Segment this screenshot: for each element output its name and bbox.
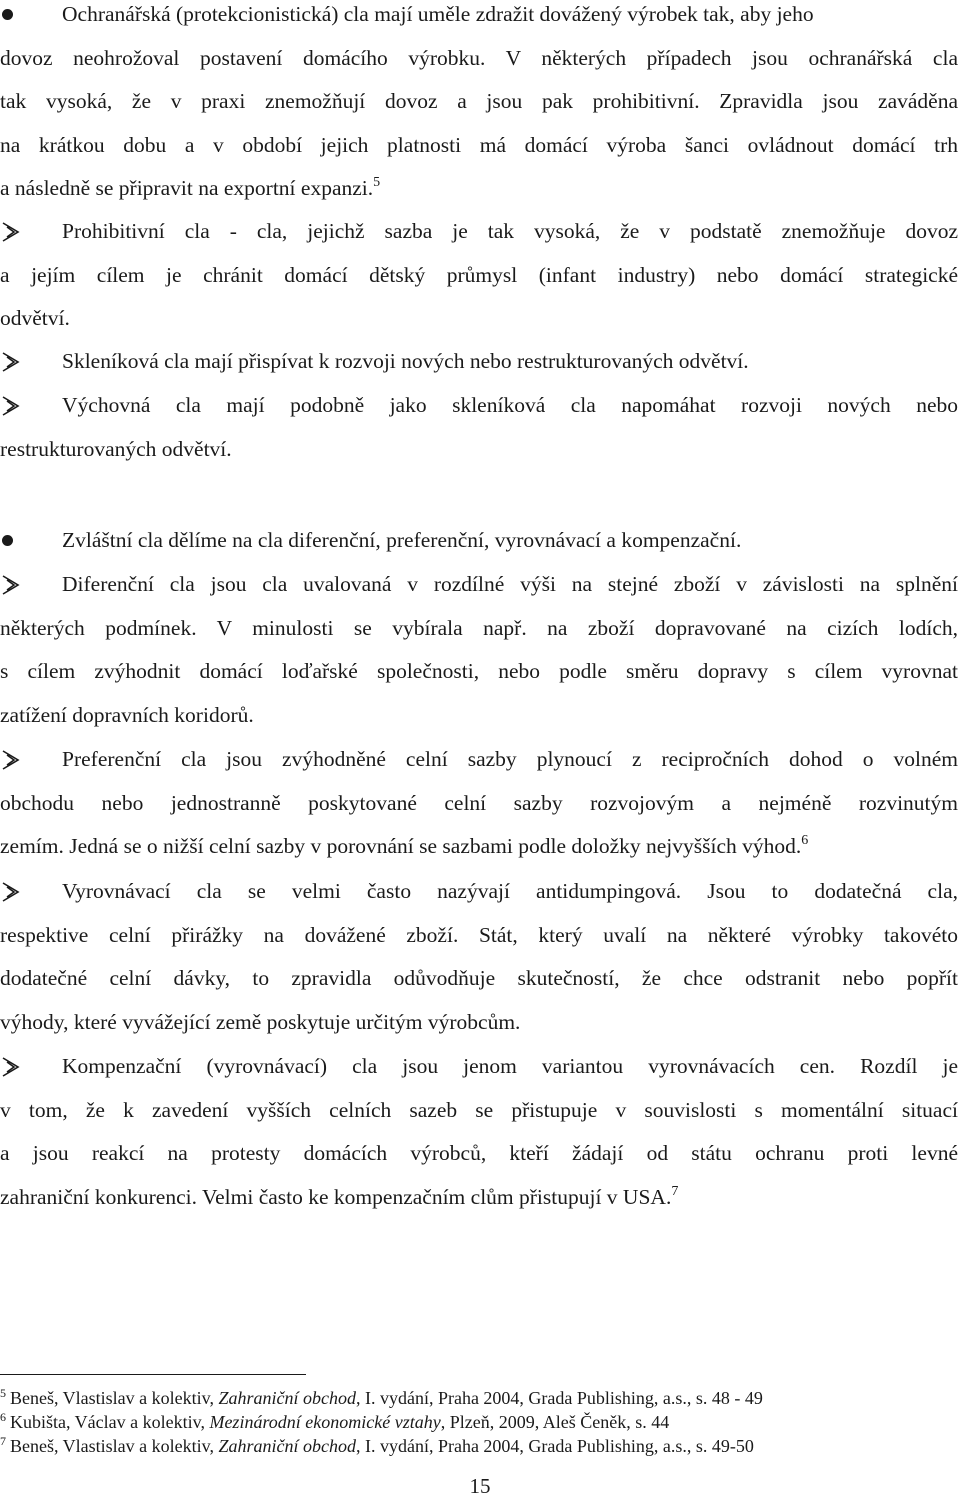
arrow-bullet-icon bbox=[2, 575, 20, 595]
footnote-number: 6 bbox=[0, 1410, 6, 1424]
footnote-title: Zahraniční obchod bbox=[218, 1388, 356, 1408]
text-line: v tom, že k zavedení vyšších celních sazeb se přistupuje v souvislosti s momentální situací bbox=[0, 1097, 958, 1122]
text-line: Prohibitivní cla - cla, jejichž sazba je tak vysoká, že v podstatě znemožňuje dovoz bbox=[62, 219, 958, 243]
text-line-last bbox=[0, 167, 380, 211]
text-line: zatížení dopravních koridorů. bbox=[0, 702, 254, 727]
text-line: s cílem zvýhodnit domácí loďařské společnosti, nebo podle směru dopravy s cílem vyrovnat bbox=[0, 659, 958, 683]
text-line: Ochranářská (protekcionistická) cla mají uměle zdražit dovážený výrobek tak, aby jeho bbox=[62, 2, 814, 26]
text-line: Výchovná cla mají podobně jako skleníková cla napomáhat rozvoji nových nebo bbox=[62, 393, 958, 417]
text-line: obchodu nebo jednostranně poskytované celní sazby rozvojovým a nejméně rozvinutým bbox=[0, 790, 958, 815]
text-line: výhody, které vyvážející země poskytuje určitým výrobcům. bbox=[0, 1009, 521, 1034]
text-line: odvětví. bbox=[0, 306, 70, 330]
text-line: a jsou reakcí na protesty domácích výrobců, kteří žádají od státu ochranu proti levné bbox=[0, 1141, 958, 1165]
text-line: respektive celní přirážky na dovážené zboží. Stát, který uvalí na některé výrobky takovéto bbox=[0, 922, 958, 947]
footnote-ref: 7 bbox=[671, 1183, 679, 1199]
text-line: zemím. Jedná se o nižší celní sazby v porovnání se sazbami podle doložky nejvyšších výhod. bbox=[0, 834, 802, 858]
footnote-author: Beneš, Vlastislav a kolektiv, bbox=[10, 1436, 219, 1456]
footnote-title: Mezinárodní ekonomické vztahy bbox=[209, 1412, 441, 1432]
arrow-bullet-icon bbox=[2, 222, 20, 242]
footnote-author: Kubišta, Václav a kolektiv, bbox=[10, 1412, 210, 1432]
text-line: Kompenzační (vyrovnávací) cla jsou jenom variantou vyrovnávacích cen. Rozdíl je bbox=[62, 1054, 958, 1078]
footnote-5 bbox=[0, 1386, 763, 1410]
footnote-6 bbox=[0, 1410, 669, 1434]
arrow-bullet-icon bbox=[2, 1057, 20, 1077]
text-line: a následně se připravit na exportní expanzi. bbox=[0, 176, 374, 200]
text-line: některých podmínek. V minulosti se vybírala např. na zboží dopravované na cizích lodích, bbox=[0, 615, 958, 640]
footnote-number: 7 bbox=[0, 1434, 6, 1448]
text-line-last bbox=[0, 1176, 678, 1220]
footnote-details: , I. vydání, Praha 2004, Grada Publishing, a.s., s. 48 - 49 bbox=[355, 1388, 763, 1408]
text-line: Vyrovnávací cla se velmi často nazývají antidumpingová. Jsou to dodatečná cla, bbox=[62, 879, 958, 903]
text-line: Zvláštní cla dělíme na cla diferenční, preferenční, vyrovnávací a kompenzační. bbox=[62, 528, 742, 552]
footnote-separator bbox=[0, 1374, 306, 1375]
text-line: zahraniční konkurenci. Velmi často ke kompenzačním clům přistupují v USA. bbox=[0, 1184, 672, 1209]
text-line: restrukturovaných odvětví. bbox=[0, 436, 232, 461]
footnote-title: Zahraniční obchod bbox=[218, 1436, 356, 1456]
footnote-7 bbox=[0, 1434, 754, 1458]
text-line: Skleníková cla mají přispívat k rozvoji nových nebo restrukturovaných odvětví. bbox=[62, 349, 749, 373]
text-line: dovoz neohrožoval postavení domácího výrobku. V některých případech jsou ochranářská cla bbox=[0, 45, 958, 70]
bullet-dot-icon bbox=[2, 9, 13, 20]
text-line: a jejím cílem je chránit domácí dětský průmysl (infant industry) nebo domácí strategické bbox=[0, 262, 958, 287]
text-line: na krátkou dobu a v období jejich platnosti má domácí výroba šanci ovládnout domácí trh bbox=[0, 132, 958, 157]
footnote-details: , I. vydání, Praha 2004, Grada Publishing, a.s., s. 49-50 bbox=[355, 1436, 754, 1456]
arrow-bullet-icon bbox=[2, 882, 20, 902]
text-line-last bbox=[0, 825, 808, 869]
page-number: 15 bbox=[469, 1474, 491, 1498]
footnote-author: Beneš, Vlastislav a kolektiv, bbox=[10, 1388, 219, 1408]
bullet-dot-icon bbox=[2, 535, 13, 546]
footnote-ref: 6 bbox=[801, 833, 809, 848]
arrow-bullet-icon bbox=[2, 396, 20, 416]
footnote-details: , Plzeň, 2009, Aleš Čeněk, s. 44 bbox=[440, 1412, 670, 1432]
footnote-number: 5 bbox=[0, 1386, 6, 1400]
arrow-bullet-icon bbox=[2, 750, 20, 770]
text-line: dodatečné celní dávky, to zpravidla odůvodňuje skutečností, že chce odstranit nebo popřít bbox=[0, 966, 958, 990]
text-line: Diferenční cla jsou cla uvalovaná v rozdílné výši na stejné zboží v závislosti na splnění bbox=[62, 572, 958, 596]
text-line: tak vysoká, že v praxi znemožňují dovoz a jsou pak prohibitivní. Zpravidla jsou zaváděna bbox=[0, 89, 958, 113]
footnote-ref: 5 bbox=[373, 175, 381, 190]
arrow-bullet-icon bbox=[2, 352, 20, 372]
text-line: Preferenční cla jsou zvýhodněné celní sazby plynoucí z recipročních dohod o volném bbox=[62, 747, 958, 771]
